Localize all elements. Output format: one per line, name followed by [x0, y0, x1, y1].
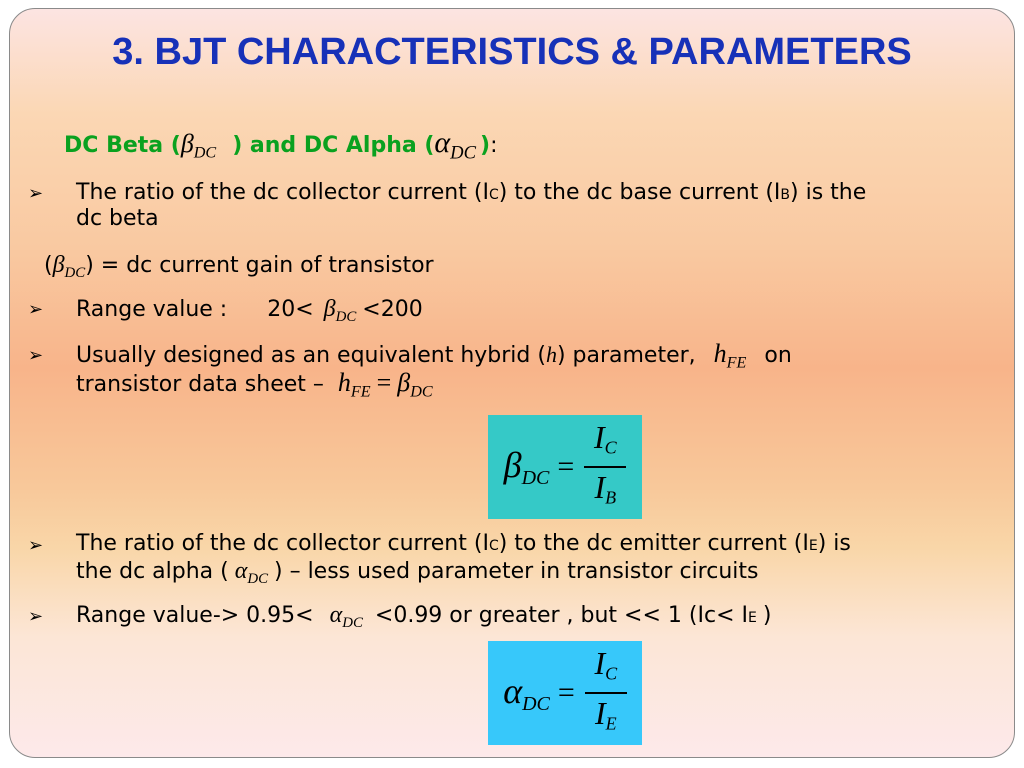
alpha-dc-formula: $\alpha_{DC}$ [503, 671, 550, 715]
alpha-formula-box [488, 641, 642, 745]
page-title: 3. BJT CHARACTERISTICS & PARAMETERS [112, 31, 912, 73]
fraction-ic-over-ib: $\frac{I_C}{I_B}$ [584, 420, 626, 515]
bullet-3-line-1: Usually designed as an equivalent hybrid (h) parameter, $h_{FE}$ on [76, 339, 792, 372]
equals-sign: = [557, 450, 575, 483]
subtitle-part-3: ) [480, 133, 491, 158]
beta-dc-inline: $\beta_{DC}$ [323, 296, 357, 326]
beta-dc-inline: $\beta_{DC}$ [52, 252, 86, 282]
arrowhead-bullet-icon: ➢ [28, 345, 44, 366]
beta-dc-formula: $\beta_{DC}$ [503, 445, 550, 489]
alpha-dc-inline: $\alpha_{DC}$ [234, 558, 268, 588]
arrowhead-bullet-icon: ➢ [28, 606, 44, 627]
alpha-symbol: $\alpha_{DC}$ [434, 126, 477, 164]
arrowhead-bullet-icon: ➢ [28, 299, 44, 320]
bullet-1-line-1: The ratio of the dc collector current (IC) to the dc base current (IB) is the [76, 180, 867, 205]
subtitle-part-1: DC Beta ( [64, 133, 181, 158]
bullet-3-line-2: transistor data sheet – $h_{FE} = \beta_{DC}$ [76, 368, 433, 401]
beta-formula-box [488, 415, 642, 519]
equals-sign: = [557, 676, 575, 709]
arrowhead-bullet-icon: ➢ [28, 183, 44, 204]
gain-line: $(\beta_{DC})$ = dc current gain of transistor [44, 252, 434, 282]
h-fe-symbol: $h_{FE}$ [713, 339, 747, 372]
h-fe-equals-beta-dc: $h_{FE} = \beta_{DC}$ [337, 368, 433, 401]
bullet-4-line-2: the dc alpha ( $\alpha_{DC}$ ) – less used parameter in transistor circuits [76, 558, 759, 588]
beta-symbol: $\beta_{DC}$ [180, 129, 217, 162]
alpha-dc-inline: $\alpha_{DC}$ [329, 602, 363, 632]
bullet-1-line-2: dc beta [76, 206, 159, 231]
slide [9, 8, 1015, 758]
fraction-ic-over-ie: $\frac{I_C}{I_E}$ [585, 646, 627, 741]
subtitle-colon: : [490, 133, 498, 158]
bullet-5: Range value-> $0.95< \alpha_{DC} <0.99$ or greater , but << 1 (Ic< IE ) [76, 602, 772, 632]
subtitle-part-2: ) and DC Alpha ( [232, 133, 435, 158]
subtitle [64, 126, 498, 166]
bullet-4-line-1: The ratio of the dc collector current (IC) to the dc emitter current (IE) is [76, 531, 851, 556]
arrowhead-bullet-icon: ➢ [28, 535, 44, 556]
bullet-2: Range value : $20< \beta_{DC} <200$ [76, 296, 423, 326]
